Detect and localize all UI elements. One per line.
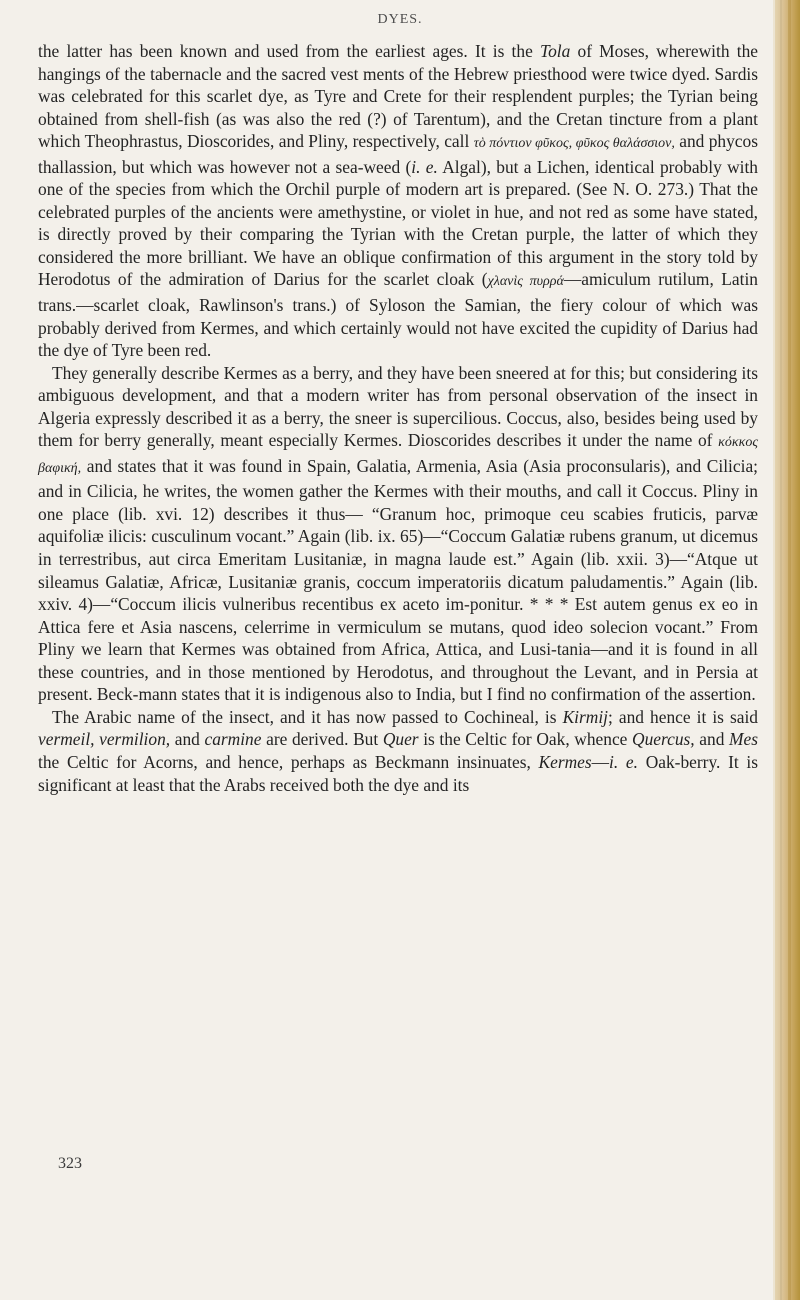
page-edge bbox=[773, 0, 800, 1300]
greek-text: χλανὶς πυρρά bbox=[487, 274, 564, 290]
text-run: is the Celtic for Oak, whence bbox=[418, 729, 633, 750]
text-run: Oak-berry. It is significant at least that the Arabs received both the dye and its bbox=[38, 751, 758, 795]
text-run: and bbox=[170, 729, 205, 750]
running-header: DYES. bbox=[377, 12, 423, 27]
paragraph bbox=[38, 706, 758, 796]
italic-text: Quer bbox=[382, 729, 419, 750]
text-run: the Celtic for Acorns, and hence, perhaps as Beckmann insinuates, bbox=[38, 751, 539, 772]
greek-text: κόκκος βαφική, bbox=[38, 435, 758, 476]
text-run: and phycos thallassion, but which was however not a sea-weed ( bbox=[38, 131, 758, 177]
italic-text: Kermes bbox=[538, 751, 592, 772]
greek-text: τὸ πόντιον φῦκος, φῦκος θαλάσσιον, bbox=[473, 136, 675, 152]
italic-text: i. e. bbox=[609, 751, 638, 772]
italic-text: vermeil, vermilion, bbox=[38, 729, 171, 750]
text-run: and states that it was found in Spain, Galatia, Armenia, Asia (Asia proconsularis), and Cilicia; and in Cilicia, he writes, the women gather the Kermes with their mouths, and call it Coccus. Pliny in one place (lib. xvi. 12) describes it thus— “Granum hoc, primoque ceu scabies fruticis, parvæ aquifoliæ ilicis: cusculinum vocant.” Again (lib. ix. 65)—“Coccum Galatiæ rubens granum, ut dicemus in terrestribus, aut circa Emeritam Lusitaniæ, in magna laude est.” Again (lib. xxii. 3)—“Atque ut sileamus Galatiæ, Africæ, Lusitaniæ granis, coccum imperatoriis dicatum paludamentis.” Again (lib. xxiv. 4)—“Coccum ilicis vulneribus recentibus ex aceto im-ponitur. * * * Est autem genus ex eo in Attica fere et Asia nascens, celerrime in vermiculum se mutans, quod ideo solecion vocant.” From Pliny we learn that Kermes was obtained from Africa, Attica, and Lusi-tania—and it is found in all these countries, and in those mentioned by Herodotus, and throughout the Levant, and in Persia at present. Beck-mann states that it is indigenous also to India, but I find no confirmation of the assertion. bbox=[38, 455, 758, 705]
text-run: ; and hence it is said bbox=[608, 706, 758, 727]
text-run: — bbox=[591, 751, 610, 772]
text-run: They generally describe Kermes as a berry, and they have been sneered at for this; but considering its ambiguous development, and that a modern writer has from personal observation of the insect in Algeria expressly described it as a berry, the sneer is supercilious. Coccus, also, besides being used by them for berry generally, meant especially Kermes. Dioscorides describes it under the name of bbox=[38, 362, 758, 451]
text-run: the latter has been known and used from the earliest ages. It is the bbox=[38, 41, 540, 61]
italic-text: Tola bbox=[540, 41, 571, 61]
body-text bbox=[38, 40, 758, 796]
text-run: The Arabic name of the insect, and it has now passed to Cochineal, is bbox=[52, 706, 563, 727]
italic-text: Kirmij bbox=[562, 706, 608, 727]
italic-text: carmine bbox=[204, 729, 262, 750]
text-run: and bbox=[694, 729, 730, 750]
italic-text: Quercus, bbox=[632, 729, 695, 750]
text-run: Algal), but a Lichen, identical probably with one of the species from which the Orchil purple of modern art is prepared. (See N. O. 273.) That the celebrated purples of the ancients were amethystine, or violet in hue, and not red as some have stated, is directly proved by their comparing the Tyrian with the Cretan purple, the latter of which they considered the more brilliant. We have an oblique confirmation of this argument in the story told by Herodotus of the admiration of Darius for the scarlet cloak ( bbox=[38, 156, 759, 290]
italic-text: i. e. bbox=[411, 156, 438, 177]
paragraph bbox=[38, 362, 758, 706]
italic-text: Mes bbox=[729, 729, 758, 750]
paragraph bbox=[38, 40, 758, 362]
text-run: are derived. But bbox=[261, 729, 383, 750]
text-run: of Moses, wherewith the hangings of the tabernacle and the sacred vest ments of the Hebrew priesthood were twice dyed. Sardis was celebrated for this scarlet dye, as Tyre and Crete for their resplendent purples; the Tyrian being obtained from shell-fish (as was also the red (?) of Tarentum), and the Cretan tincture from a plant which Theophrastus, Dioscorides, and Pliny, respectively, call bbox=[38, 41, 758, 152]
text-run: —amiculum rutilum, Latin trans.—scarlet cloak, Rawlinson's trans.) of Syloson the Samian, the fiery colour of which was probably derived from Kermes, and which certainly would not have excited the cupidity of Darius had the dye of Tyre been red. bbox=[38, 269, 758, 361]
page-number: 323 bbox=[58, 1155, 82, 1172]
